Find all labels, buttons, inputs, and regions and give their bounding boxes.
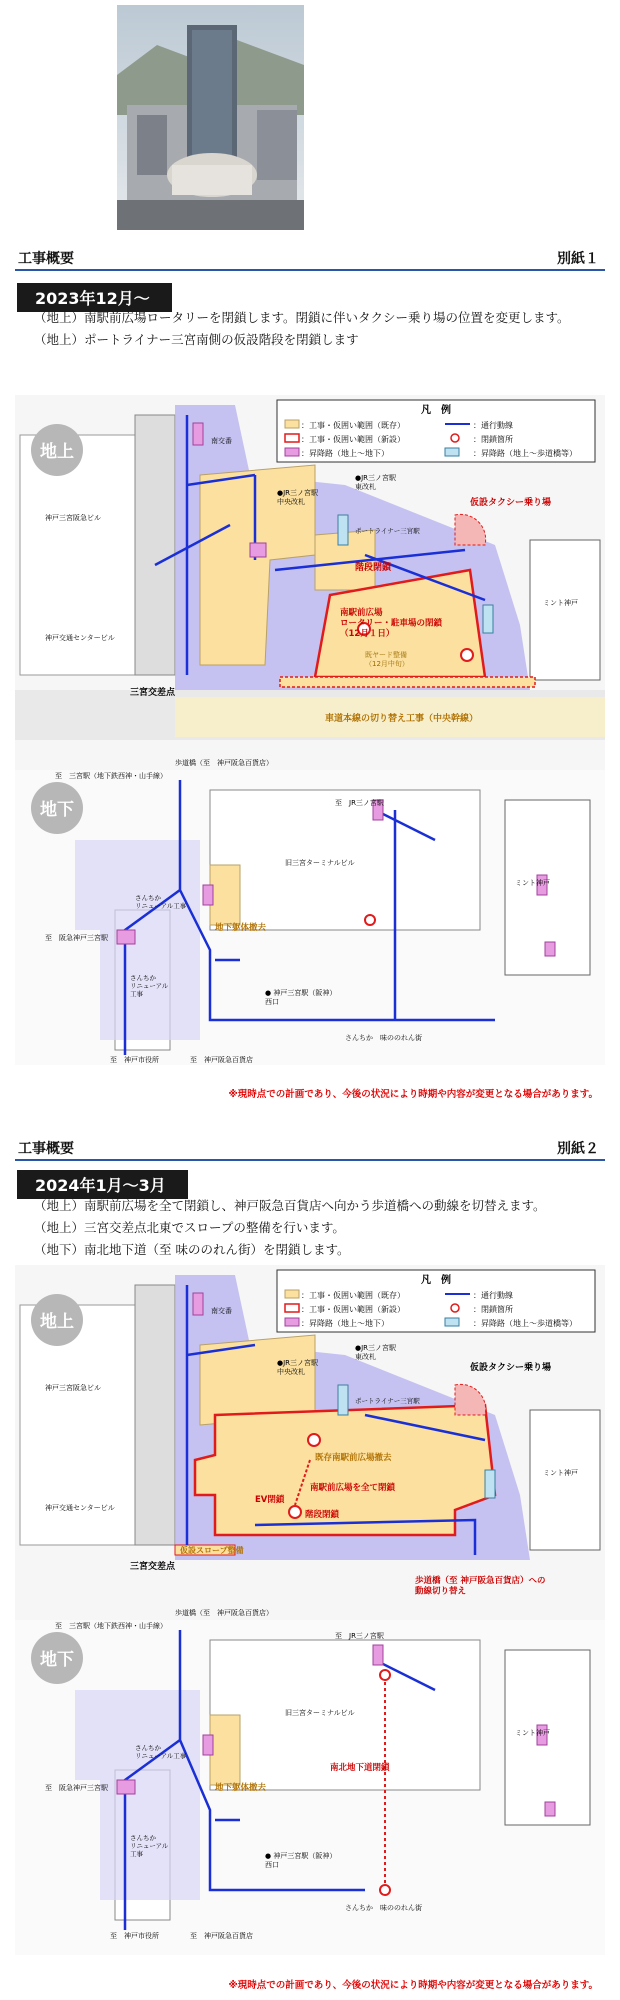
map-badge: 地下 xyxy=(40,800,74,820)
map-label-dept: 至 神戸阪急百貨店 xyxy=(190,1932,253,1940)
description-line: （地上）三宮交差点北東でスロープの整備を行います。 xyxy=(34,1220,345,1235)
map-label-jr-central: ●JR三ノ宮駅中央改札 xyxy=(277,489,319,506)
legend-item: ：昇降路（地上～地下） xyxy=(301,1319,389,1328)
map-label-crossing: 三宮交差点 xyxy=(130,688,176,698)
map-label-stairs: 階段閉鎖 xyxy=(305,1510,340,1520)
description-line: （地上）南駅前広場を全て閉鎖し、神戸阪急百貨店へ向かう歩道橋への動線を切替えます。 xyxy=(34,1198,546,1213)
underground-map-1 xyxy=(15,770,605,1065)
map-label-crossing: 三宮交差点 xyxy=(130,1562,176,1572)
ground-map-2 xyxy=(15,1265,605,1620)
annex-label: 別紙１ xyxy=(557,251,599,267)
map-label-dept: 至 神戸阪急百貨店 xyxy=(190,1056,253,1064)
legend-item: ：工事・仮囲い範囲（新設） xyxy=(301,1305,405,1314)
map-label-police: 南交番 xyxy=(211,437,232,445)
legend-item: ：閉鎖箇所 xyxy=(473,435,513,444)
map-label-santica: さんちかリニューアル工事 xyxy=(130,1834,169,1859)
legend-item: ：昇降路（地上～歩道橋等） xyxy=(473,1319,577,1328)
map-label-stairs: 階段閉鎖 xyxy=(355,563,392,573)
legend-item: ：通行動線 xyxy=(473,1291,513,1300)
map-label-taxi: 仮設タクシー乗り場 xyxy=(470,498,552,508)
map-label-taxi: 仮設タクシー乗り場 xyxy=(470,1363,552,1373)
map-label-building: 神戸交通センタービル xyxy=(45,634,115,642)
map-label-santica: さんちかリニューアル工事 xyxy=(130,974,169,999)
building-rendering-photo xyxy=(117,5,304,230)
map-label-santica: さんちかリニューアル工事 xyxy=(135,1744,187,1761)
map-label-kobe-sannomiya: ● 神戸三宮駅（阪神）西口 xyxy=(265,989,337,1006)
map-label-closed-all: 南駅前広場を全て閉鎖 xyxy=(310,1483,396,1493)
map-label-to-jr: 至 JR三ノ宮駅 xyxy=(335,1632,384,1640)
map-label-ev: EV閉鎖 xyxy=(255,1495,285,1505)
disclaimer-note: ※現時点での計画であり、今後の状況により時期や内容が変更となる場合があります。 xyxy=(228,1089,598,1100)
legend-item: ：工事・仮囲い範囲（既存） xyxy=(301,1291,405,1300)
map-label-slope: 仮設スロープ整備 xyxy=(180,1546,244,1555)
map-label-building: 神戸三宮阪急ビル xyxy=(45,514,101,522)
map-badge: 地上 xyxy=(40,442,74,462)
map-label-cityhall: 至 神戸市役所 xyxy=(110,1056,159,1064)
period-badge: 2024年1月～3月 xyxy=(17,1170,188,1199)
legend-item: ：昇降路（地上～地下） xyxy=(301,449,389,458)
map-label-cityhall: 至 神戸市役所 xyxy=(110,1932,159,1940)
map-label-to-jr: 至 JR三ノ宮駅 xyxy=(335,799,384,807)
legend-title: 凡 例 xyxy=(421,1275,451,1286)
legend-title: 凡 例 xyxy=(421,405,451,416)
map-label-noren: さんちか 味ののれん街 xyxy=(345,1904,422,1912)
map-label-rotary: 南駅前広場ロータリー・駐車場の閉鎖（12月１日） xyxy=(340,608,443,640)
map-label-santica: さんちかリニューアル工事 xyxy=(135,894,187,911)
map-label-portliner: ポートライナー三宮駅 xyxy=(355,1397,420,1405)
disclaimer-note: ※現時点での計画であり、今後の状況により時期や内容が変更となる場合があります。 xyxy=(228,1980,598,1991)
map-label-hankyu: 至 阪急神戸三宮駅 xyxy=(45,1784,108,1792)
map-label-demolish: 地下躯体撤去 xyxy=(215,923,267,933)
map-label-mint: ミント神戸 xyxy=(543,1469,578,1477)
legend-item: ：工事・仮囲い範囲（既存） xyxy=(301,421,405,430)
legend-item: ：昇降路（地上～歩道橋等） xyxy=(473,449,577,458)
map-label-yard: 既ヤード整備（12月中旬） xyxy=(365,651,409,668)
map-label-to-sannomiya: 至 三宮駅（地下鉄西神・山手線） xyxy=(55,1622,167,1630)
ground-map-1 xyxy=(15,395,605,770)
map-badge: 地下 xyxy=(40,1650,74,1670)
map-label-jr-east: ●JR三ノ宮駅東改札 xyxy=(355,474,397,491)
map-label-switch: 歩道橋（至 神戸阪急百貨店）への動線切り替え xyxy=(415,1576,546,1597)
description-line: （地下）南北地下道（至 味ののれん街）を閉鎖します。 xyxy=(34,1242,350,1257)
map-label-hankyu: 至 阪急神戸三宮駅 xyxy=(45,934,108,942)
map-label-mint: ミント神戸 xyxy=(515,879,550,887)
map-label-existing: 既存南駅前広場撤去 xyxy=(315,1453,392,1463)
legend-item: ：通行動線 xyxy=(473,421,513,430)
map-label-noren: さんちか 味ののれん街 xyxy=(345,1034,422,1042)
period-badge: 2023年12月～ xyxy=(17,283,172,312)
map-label-demolish: 地下躯体撤去 xyxy=(215,1783,267,1793)
map-label-mint: ミント神戸 xyxy=(543,599,578,607)
section-2-header xyxy=(15,1137,605,1161)
section-heading: 工事概要 xyxy=(18,251,74,267)
map-label-to-sannomiya: 至 三宮駅（地下鉄西神・山手線） xyxy=(55,772,167,780)
map-label-police: 南交番 xyxy=(211,1307,232,1315)
map-label-ns-closed: 南北地下道閉鎖 xyxy=(330,1763,390,1773)
map-label-mint: ミント神戸 xyxy=(515,1729,550,1737)
description xyxy=(34,307,570,351)
legend-item: ：閉鎖箇所 xyxy=(473,1305,513,1314)
description xyxy=(34,1195,546,1261)
section-1-header xyxy=(15,247,605,271)
map-label-jr-east: ●JR三ノ宮駅東改札 xyxy=(355,1344,397,1361)
map-label-building: 神戸交通センタービル xyxy=(45,1504,115,1512)
map-label-terminal: 旧三宮ターミナルビル xyxy=(285,859,355,867)
annex-label: 別紙２ xyxy=(557,1141,599,1157)
map-label-jr-central: ●JR三ノ宮駅中央改札 xyxy=(277,1359,319,1376)
legend-item: ：工事・仮囲い範囲（新設） xyxy=(301,435,405,444)
map-label-terminal: 旧三宮ターミナルビル xyxy=(285,1709,355,1717)
map-label-portliner: ポートライナー三宮駅 xyxy=(355,527,420,535)
map-label-bridge: 歩道橋（至 神戸阪急百貨店） xyxy=(175,1609,273,1617)
description-line: （地上）南駅前広場ロータリーを閉鎖します。閉鎖に伴いタクシー乗り場の位置を変更します。 xyxy=(34,310,570,325)
map-label-road: 車道本線の切り替え工事（中央幹線） xyxy=(325,714,479,724)
map-label-bridge: 歩道橋（至 神戸阪急百貨店） xyxy=(175,759,273,767)
section-heading: 工事概要 xyxy=(18,1141,74,1157)
map-label-building: 神戸三宮阪急ビル xyxy=(45,1384,101,1392)
map-label-kobe-sannomiya: ● 神戸三宮駅（阪神）西口 xyxy=(265,1852,337,1869)
description-line: （地上）ポートライナー三宮南側の仮設階段を閉鎖します xyxy=(34,332,359,347)
underground-map-2 xyxy=(15,1620,605,1955)
map-badge: 地上 xyxy=(40,1312,74,1332)
